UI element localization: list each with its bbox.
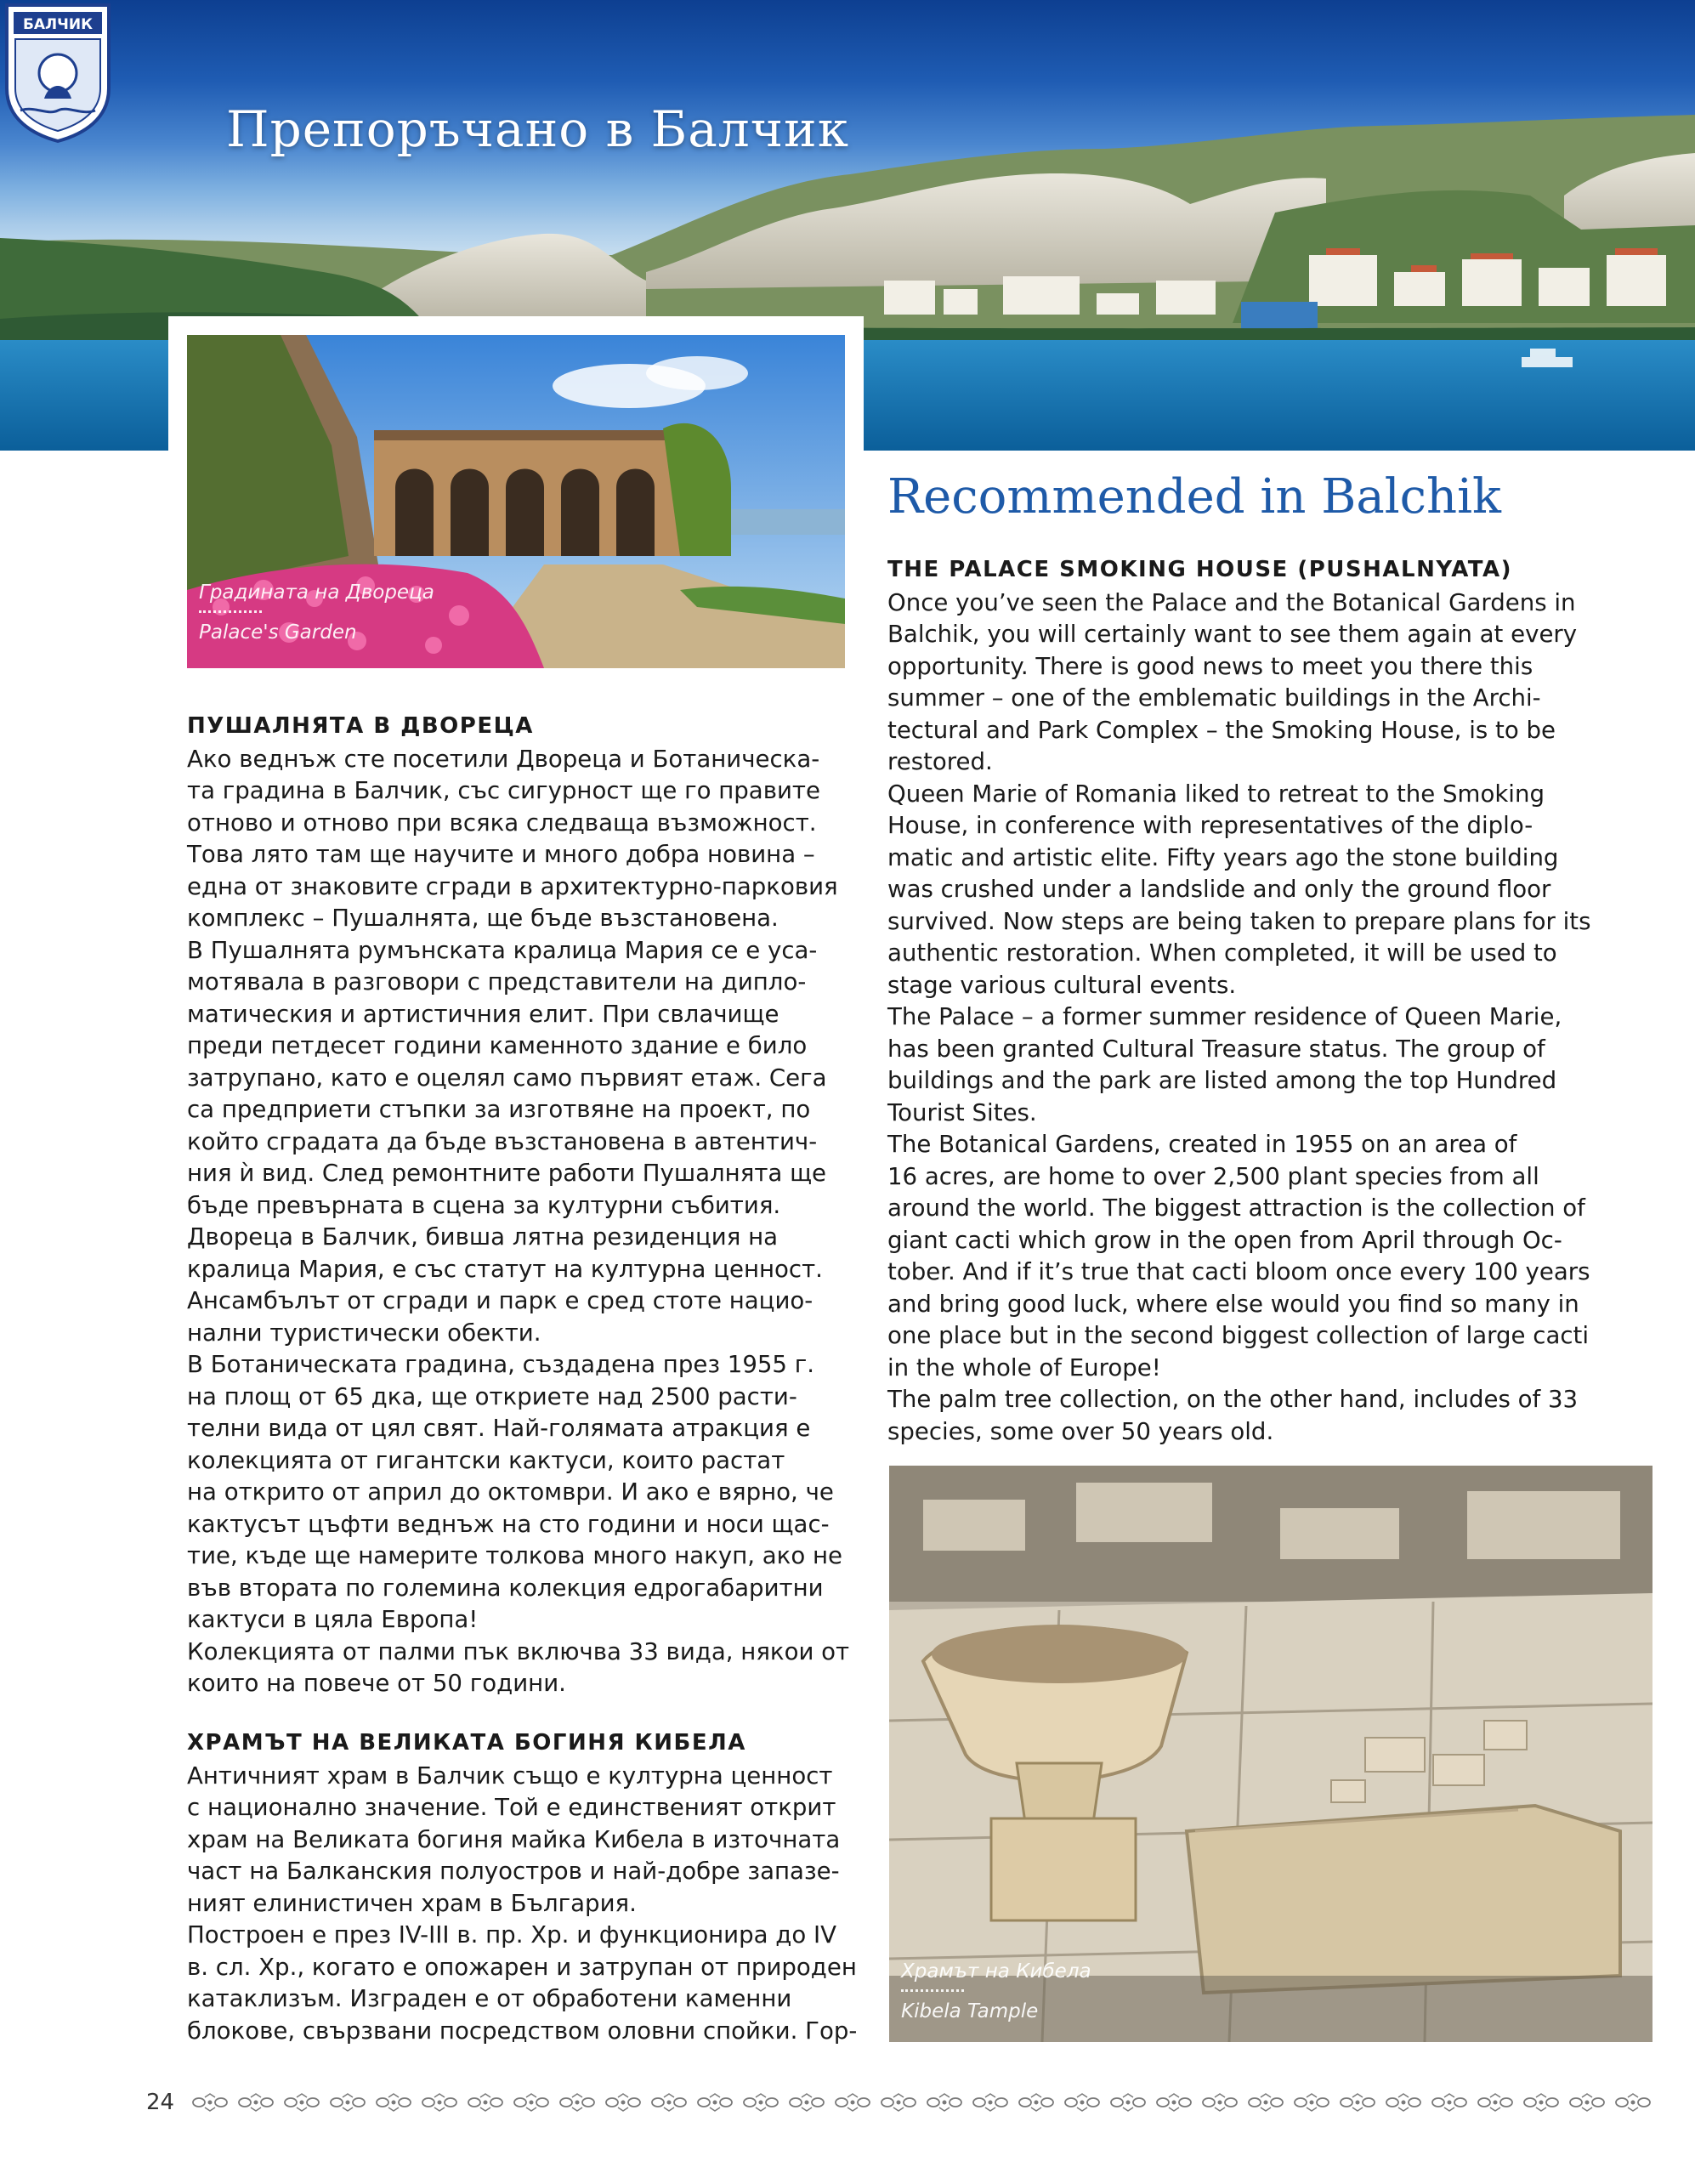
bulgarian-line: които на повече от 50 години. [187, 1669, 566, 1697]
bulgarian-line: та градина в Балчик, със сигурност ще го правите [187, 776, 820, 804]
bulgarian-line: Ако веднъж сте посетили Двореца и Ботаническа- [187, 744, 820, 773]
decorative-border-ornament [187, 2087, 1652, 2118]
palace-garden-photo-frame [168, 316, 864, 687]
bulgarian-line: колекцията от гигантски кактуси, които растат [187, 1445, 785, 1474]
page-title-bg: Препоръчано в Балчик [226, 100, 849, 158]
garden-caption-en: Palace's Garden [199, 621, 357, 644]
english-title: Recommended in Balchik [887, 469, 1501, 525]
bulgarian-line: една от знаковите сгради в архитектурно-парковия [187, 871, 838, 900]
english-line: buildings and the park are listed among the top Hundred [887, 1066, 1557, 1094]
bulgarian-line: мотявала в разговори с представители на дипло- [187, 967, 807, 996]
temple-caption-en: Kibela Tample [901, 2000, 1039, 2022]
english-line: species, some over 50 years old. [887, 1416, 1274, 1445]
bulgarian-line: кактуси в цяла Европа! [187, 1605, 479, 1633]
bulgarian-line: преди петдесет години каменното здание е било [187, 1031, 808, 1059]
bulgarian-line: комплекс – Пушалнята, ще бъде възстановена. [187, 904, 779, 932]
bulgarian-line: на открито от април до октомври. И ако е вярно, че [187, 1478, 834, 1506]
emblem-label: БАЛЧИК [22, 16, 94, 33]
english-line: summer – one of the emblematic buildings in the Archi- [887, 684, 1541, 712]
bulgarian-heading: ПУШАЛНЯТА В ДВОРЕЦА [187, 713, 534, 739]
english-line: Queen Marie of Romania liked to retreat to the Smoking [887, 779, 1545, 808]
bulgarian-line: кралица Мария, е със статут на културна ценност. [187, 1254, 823, 1283]
english-line: House, in conference with representatives of the diplo- [887, 811, 1533, 839]
bulgarian-line: нални туристически обекти. [187, 1318, 541, 1347]
temple-line: с национално значение. Той е единственият открит [187, 1793, 836, 1821]
english-line: The Palace – a former summer residence of Queen Marie, [887, 1002, 1562, 1030]
palace-garden-photo [187, 335, 845, 668]
english-line: survived. Now steps are being taken to prepare plans for its [887, 906, 1591, 935]
garden-caption [199, 573, 434, 652]
temple-line: блокове, свързвани посредством оловни спойки. Гор- [187, 2016, 858, 2045]
bulgarian-line: В Ботаническата градина, създадена през 1955 г. [187, 1350, 815, 1378]
english-line: in the whole of Europe! [887, 1353, 1161, 1381]
temple-line: храм на Великата богиня майка Кибела в източната [187, 1824, 841, 1853]
english-line: has been granted Cultural Treasure status. The group of [887, 1034, 1545, 1063]
page-number: 24 [146, 2090, 175, 2115]
bulgarian-line: отново и отново при всяка следваща възможност. [187, 808, 817, 837]
bulgarian-line: във втората по големина колекция едрогабаритни [187, 1573, 824, 1602]
bulgarian-line: В Пушалнята румънската кралица Мария се е уса- [187, 935, 818, 964]
english-line: 16 acres, are home to over 2,500 plant species from all [887, 1161, 1539, 1190]
bulgarian-line: ния ѝ вид. След ремонтните работи Пушалнята ще [187, 1159, 827, 1187]
bulgarian-line: матическия и артистичния елит. При свлачище [187, 999, 779, 1028]
bulgarian-article [187, 711, 849, 1699]
english-line: restored. [887, 747, 993, 775]
bulgarian-line: тие, къде ще намерите толкова много накуп, ако не [187, 1541, 843, 1569]
temple-line: част на Балканския полуостров и най-добре запазе- [187, 1857, 840, 1885]
english-line: authentic restoration. When completed, it will be used to [887, 939, 1557, 967]
english-line: Balchik, you will certainly want to see them again at every [887, 620, 1578, 648]
english-line: opportunity. There is good news to meet you there this [887, 651, 1533, 680]
kibela-temple-photo [889, 1466, 1652, 2042]
english-line: one place but in the second biggest collection of large cacti [887, 1321, 1590, 1349]
caption-divider [901, 1989, 964, 1992]
bulgarian-line: Това лято там ще научите и много добра новина – [187, 840, 815, 868]
english-line: was crushed under a landslide and only the ground floor [887, 875, 1551, 903]
bulgarian-line: който сградата да бъде възстановена в автентич- [187, 1126, 818, 1155]
balchik-coat-of-arms-icon [0, 0, 116, 145]
english-line: giant cacti which grow in the open from April through Oc- [887, 1225, 1562, 1254]
bulgarian-line: са предприети стъпки за изготвяне на проект, по [187, 1095, 811, 1123]
temple-caption [901, 1952, 1091, 2031]
english-line: Tourist Sites. [887, 1098, 1037, 1126]
bulgarian-line: кактусът цъфти веднъж на сто години и носи щас- [187, 1509, 830, 1538]
bulgarian-line: Двореца в Балчик, бивша лятна резиденция на [187, 1222, 779, 1251]
bulgarian-line: затрупано, като е оцелял само първият етаж. Сега [187, 1063, 827, 1092]
bulgarian-temple-article [187, 1727, 857, 2046]
temple-heading: ХРАМЪТ НА ВЕЛИКАТА БОГИНЯ КИБЕЛА [187, 1730, 746, 1756]
english-article [887, 554, 1590, 1447]
english-line: The Botanical Gardens, created in 1955 on an area of [887, 1130, 1517, 1158]
bulgarian-line: Колекцията от палми пък включва 33 вида, някои от [187, 1637, 850, 1665]
english-line: matic and artistic elite. Fifty years ago the stone building [887, 842, 1559, 871]
bulgarian-line: Ансамбълът от сгради и парк е сред стоте нацио- [187, 1286, 813, 1314]
english-line: stage various cultural events. [887, 970, 1237, 999]
temple-line: катаклизъм. Изграден е от обработени каменни [187, 1984, 792, 2012]
bulgarian-line: телни вида от цял свят. Най-голямата атракция е [187, 1414, 811, 1442]
garden-caption-bg: Градината на Двореца [199, 581, 434, 604]
english-line: The palm tree collection, on the other hand, includes of 33 [887, 1385, 1579, 1413]
temple-line: ният елинистичен храм в България. [187, 1888, 637, 1917]
temple-caption-bg: Храмът на Кибела [901, 1960, 1091, 1983]
english-line: around the world. The biggest attraction is the collection of [887, 1194, 1585, 1222]
caption-divider [199, 610, 262, 613]
temple-line: Построен е през IV-III в. пр. Хр. и функционира до IV [187, 1920, 837, 1949]
english-line: and bring good luck, where else would you find so many in [887, 1289, 1579, 1318]
english-heading: THE PALACE SMOKING HOUSE (PUSHALNYATA) [887, 557, 1513, 582]
bulgarian-line: бъде превърната в сцена за културни събития. [187, 1190, 781, 1219]
temple-line: в. сл. Хр., когато е опожарен и затрупан от природен [187, 1952, 857, 1981]
english-line: Once you’ve seen the Palace and the Botanical Gardens in [887, 587, 1576, 616]
english-line: tober. And if it’s true that cacti bloom once every 100 years [887, 1257, 1590, 1285]
bulgarian-line: на площ от 65 дка, ще откриете над 2500 расти- [187, 1381, 797, 1410]
temple-line: Античният храм в Балчик също е културна ценност [187, 1761, 833, 1790]
english-line: tectural and Park Complex – the Smoking House, is to be [887, 715, 1556, 744]
